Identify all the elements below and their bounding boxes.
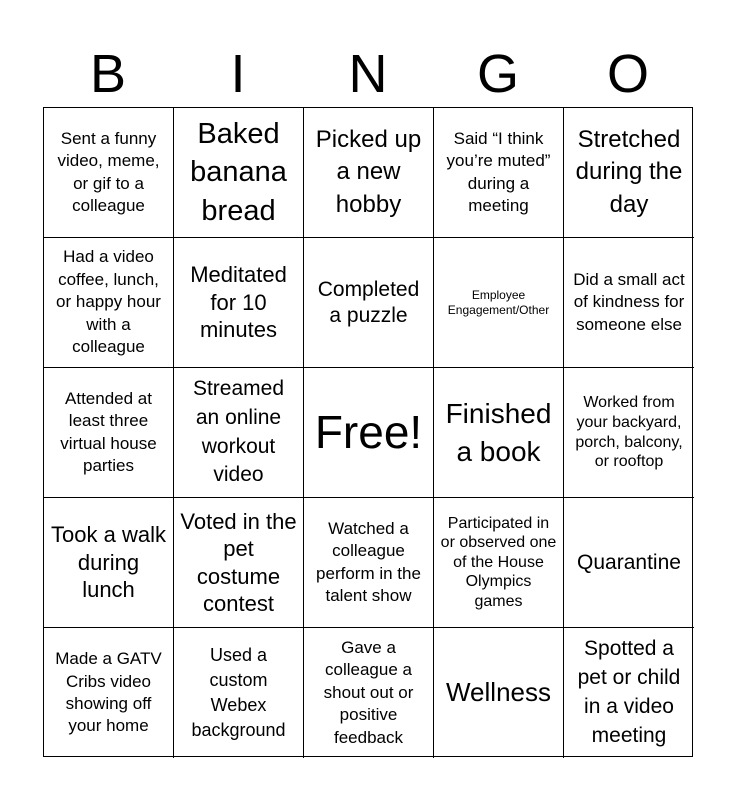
bingo-cell-b5[interactable]	[44, 628, 174, 758]
bingo-board	[43, 107, 693, 757]
cell-text: Took a walk during lunch	[51, 522, 166, 603]
bingo-cell-n4[interactable]	[304, 498, 434, 628]
bingo-cell-n5[interactable]	[304, 628, 434, 758]
header-letter-g: G	[476, 44, 519, 104]
bingo-cell-i2[interactable]	[174, 238, 304, 368]
bingo-cell-b1[interactable]	[44, 108, 174, 238]
cell-text: Quarantine	[577, 550, 681, 574]
bingo-cell-b3[interactable]	[44, 368, 174, 498]
bingo-cell-g4[interactable]	[434, 498, 564, 628]
cell-text: Meditated for 10 minutes	[190, 262, 287, 343]
cell-text: Made a GATV Cribs video showing off your home	[55, 649, 162, 736]
bingo-cell-o1[interactable]	[564, 108, 694, 238]
cell-text: Used a custom Webex background	[191, 644, 286, 741]
bingo-cell-i1[interactable]	[174, 108, 304, 238]
bingo-cell-n1[interactable]	[304, 108, 434, 238]
cell-text: Baked banana bread	[190, 118, 287, 227]
bingo-cell-o3[interactable]	[564, 368, 694, 498]
bingo-cell-g5[interactable]	[434, 628, 564, 758]
free-space-text: Free!	[314, 406, 423, 459]
header-letter-o: O	[606, 44, 649, 104]
bingo-cell-g3[interactable]	[434, 368, 564, 498]
bingo-cell-o5[interactable]	[564, 628, 694, 758]
cell-text: Attended at least three virtual house parties	[60, 388, 157, 475]
bingo-cell-n3-free[interactable]	[304, 368, 434, 498]
cell-text: Completed a puzzle	[317, 278, 420, 327]
cell-text: Watched a colleague perform in the talent show	[316, 518, 421, 605]
cell-text: Streamed an online workout video	[192, 376, 285, 487]
bingo-cell-o4[interactable]	[564, 498, 694, 628]
cell-text: Spotted a pet or child in a video meeting	[577, 637, 681, 747]
cell-text: Finished a book	[445, 397, 552, 467]
header-letter-i: I	[230, 44, 246, 104]
cell-text: Gave a colleague a shout out or positive feedback	[323, 637, 414, 747]
bingo-cell-i3[interactable]	[174, 368, 304, 498]
cell-text: Picked up a new hobby	[315, 125, 422, 218]
bingo-cell-i5[interactable]	[174, 628, 304, 758]
cell-text: Employee Engagement/Other	[447, 287, 550, 317]
cell-text: Participated in or observed one of the House Olympics games	[440, 514, 557, 610]
bingo-cell-b4[interactable]	[44, 498, 174, 628]
cell-text: Worked from your backyard, porch, balcony, or rooftop	[575, 394, 683, 471]
cell-text: Wellness	[445, 677, 551, 708]
header-letter-n: N	[348, 44, 388, 104]
bingo-cell-g1[interactable]	[434, 108, 564, 238]
cell-text: Had a video coffee, lunch, or happy hour with a colleague	[56, 247, 161, 357]
cell-text: Said “I think you’re muted” during a meeting	[446, 128, 551, 215]
bingo-cell-i4[interactable]	[174, 498, 304, 628]
bingo-cell-n2[interactable]	[304, 238, 434, 368]
cell-text: Sent a funny video, meme, or gif to a colleague	[57, 128, 160, 215]
bingo-cell-b2[interactable]	[44, 238, 174, 368]
bingo-cell-o2[interactable]	[564, 238, 694, 368]
bingo-cell-g2[interactable]	[434, 238, 564, 368]
header-letter-b: B	[89, 44, 127, 104]
cell-text: Stretched during the day	[575, 125, 683, 218]
bingo-header	[43, 40, 693, 108]
cell-text: Did a small act of kindness for someone else	[573, 269, 685, 334]
cell-text: Voted in the pet costume contest	[180, 508, 297, 616]
